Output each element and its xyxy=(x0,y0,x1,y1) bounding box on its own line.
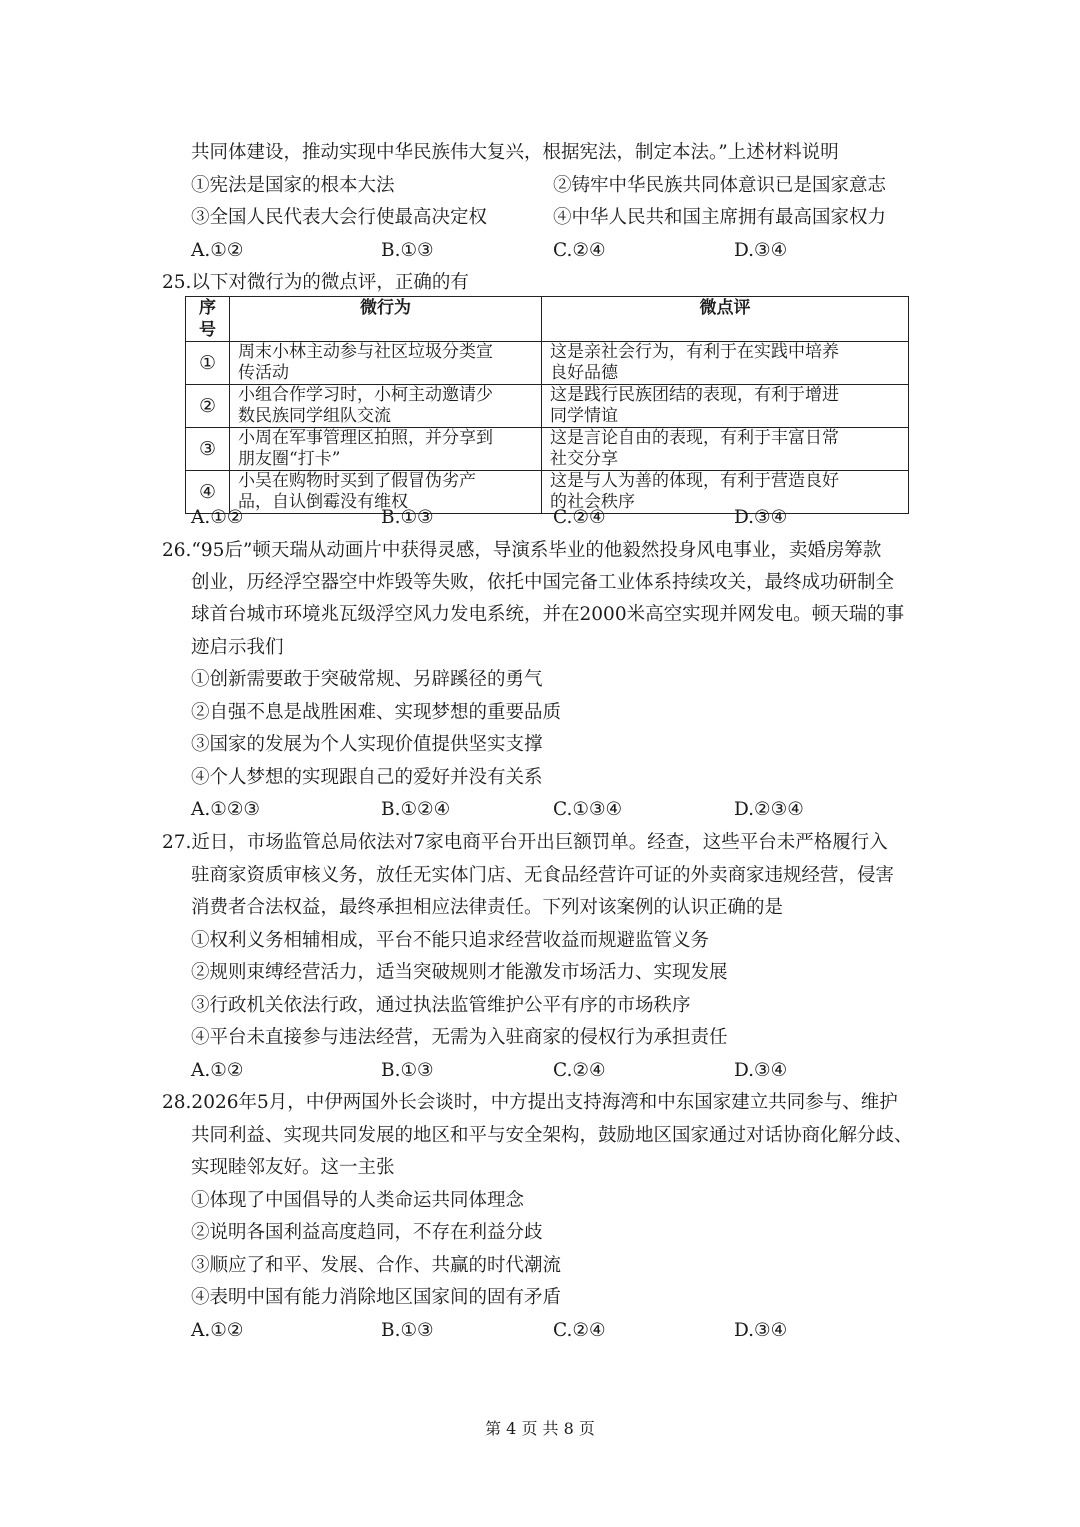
q27-item-2: ②规则束缚经营活力，适当突破规则才能激发市场活力、实现发展 xyxy=(191,962,728,983)
q27-stem-line1: 27.近日，市场监管总局依法对7家电商平台开出巨额罚单。经查，这些平台未严格履行入 xyxy=(162,832,888,853)
q24-items-row-2 xyxy=(191,206,931,230)
q24-items-row-1 xyxy=(191,174,931,198)
q24-item-4: ④中华人民共和国主席拥有最高国家权力 xyxy=(553,207,887,228)
q24-option-d: D.③④ xyxy=(734,240,788,261)
q28-stem-line2: 共同利益、实现共同发展的地区和平与安全架构，鼓励地区国家通过对话协商化解分歧、 xyxy=(191,1125,913,1146)
row-action-line2: 朋友圈“打卡” xyxy=(238,449,341,469)
q28-item-4: ④表明中国有能力消除地区国家间的固有矛盾 xyxy=(191,1287,562,1308)
q25-option-a: A.①② xyxy=(191,507,244,528)
q26-stem-line4: 迹启示我们 xyxy=(191,637,284,658)
q28-item-1: ①体现了中国倡导的人类命运共同体理念 xyxy=(191,1190,525,1211)
q27-option-b: B.①③ xyxy=(381,1060,434,1081)
row-action-line1: 小吴在购物时买到了假冒伪劣产 xyxy=(238,471,476,491)
row-number: ① xyxy=(186,342,230,385)
q28-option-b: B.①③ xyxy=(381,1320,434,1341)
q28-option-c: C.②④ xyxy=(553,1320,606,1341)
table-header-row xyxy=(186,297,909,342)
q27-option-c: C.②④ xyxy=(553,1060,606,1081)
q28-option-a: A.①② xyxy=(191,1320,244,1341)
q28-stem-line1: 28.2026年5月，中伊两国外长会谈时，中方提出支持海湾和中东国家建立共同参与、维护 xyxy=(162,1092,898,1113)
q24-stem-continued: 共同体建设，推动实现中华民族伟大复兴，根据宪法，制定本法。”上述材料说明 xyxy=(191,142,839,163)
q28-option-d: D.③④ xyxy=(734,1320,788,1341)
row-action-line1: 小组合作学习时，小柯主动邀请少 xyxy=(238,385,493,405)
q26-options xyxy=(191,798,931,822)
q25-table xyxy=(185,296,909,514)
row-action-line2: 传活动 xyxy=(238,363,289,383)
q25-options xyxy=(191,506,931,530)
q27-stem-line2: 驻商家资质审核义务，放任无实体门店、无食品经营许可证的外卖商家违规经营，侵害 xyxy=(191,865,895,886)
row-review-line2: 同学情谊 xyxy=(550,406,618,426)
q26-option-d: D.②③④ xyxy=(734,799,804,820)
q25-option-b: B.①③ xyxy=(381,507,434,528)
row-review-line2: 良好品德 xyxy=(550,363,618,383)
q24-option-c: C.②④ xyxy=(553,240,606,261)
q27-option-d: D.③④ xyxy=(734,1060,788,1081)
row-review-line1: 这是亲社会行为，有利于在实践中培养 xyxy=(550,342,839,362)
q27-stem-line3: 消费者合法权益，最终承担相应法律责任。下列对该案例的认识正确的是 xyxy=(191,897,784,918)
q25-option-d: D.③④ xyxy=(734,507,788,528)
q26-stem-line3: 球首台城市环境兆瓦级浮空风力发电系统，并在2000米高空实现并网发电。顿天瑞的事 xyxy=(191,604,905,625)
q28-item-2: ②说明各国利益高度趋同，不存在利益分歧 xyxy=(191,1222,543,1243)
q26-stem-line1: 26.“95后”顿天瑞从动画片中获得灵感，导演系毕业的他毅然投身风电事业，卖婚房筹款 xyxy=(162,540,882,561)
q27-item-3: ③行政机关依法行政，通过执法监管维护公平有序的市场秩序 xyxy=(191,995,691,1016)
q24-item-2: ②铸牢中华民族共同体意识已是国家意志 xyxy=(553,175,887,196)
q28-options xyxy=(191,1319,931,1343)
q26-option-c: C.①③④ xyxy=(553,799,623,820)
row-number: ② xyxy=(186,385,230,428)
table-row xyxy=(186,428,909,471)
table-row xyxy=(186,385,909,428)
q26-item-1: ①创新需要敢于突破常规、另辟蹊径的勇气 xyxy=(191,669,543,690)
q24-item-3: ③全国人民代表大会行使最高决定权 xyxy=(191,207,488,228)
q28-stem-line3: 实现睦邻友好。这一主张 xyxy=(191,1157,395,1178)
q27-option-a: A.①② xyxy=(191,1060,244,1081)
q26-option-b: B.①②④ xyxy=(381,799,451,820)
row-review-line1: 这是践行民族团结的表现，有利于增进 xyxy=(550,385,839,405)
row-action-line1: 周末小林主动参与社区垃圾分类宣 xyxy=(238,342,493,362)
q27-options xyxy=(191,1059,931,1083)
row-review xyxy=(542,428,909,471)
header-number: 序号 xyxy=(186,297,230,342)
row-review-line2: 社交分享 xyxy=(550,449,618,469)
row-action-line1: 小周在军事管理区拍照，并分享到 xyxy=(238,428,493,448)
q28-item-3: ③顺应了和平、发展、合作、共赢的时代潮流 xyxy=(191,1255,562,1276)
q24-options xyxy=(191,239,931,263)
q26-stem-line2: 创业，历经浮空器空中炸毁等失败，依托中国完备工业体系持续攻关，最终成功研制全 xyxy=(191,572,895,593)
row-number: ④ xyxy=(186,471,230,514)
q26-item-2: ②自强不息是战胜困难、实现梦想的重要品质 xyxy=(191,702,562,723)
row-action-line2: 品，自认倒霉没有维权 xyxy=(238,492,408,512)
q24-option-a: A.①② xyxy=(191,240,244,261)
q24-option-b: B.①③ xyxy=(381,240,434,261)
header-review: 微点评 xyxy=(542,297,909,342)
q26-item-4: ④个人梦想的实现跟自己的爱好并没有关系 xyxy=(191,767,543,788)
row-action-line2: 数民族同学组队交流 xyxy=(238,406,391,426)
row-review-line1: 这是言论自由的表现，有利于丰富日常 xyxy=(550,428,839,448)
row-action xyxy=(230,385,542,428)
q26-option-a: A.①②③ xyxy=(191,799,260,820)
q24-item-1: ①宪法是国家的根本大法 xyxy=(191,175,395,196)
row-review xyxy=(542,342,909,385)
q27-item-4: ④平台未直接参与违法经营，无需为入驻商家的侵权行为承担责任 xyxy=(191,1027,728,1048)
row-review-line2: 的社会秩序 xyxy=(550,492,635,512)
row-number: ③ xyxy=(186,428,230,471)
q25-option-c: C.②④ xyxy=(553,507,606,528)
row-review-line1: 这是与人为善的体现，有利于营造良好 xyxy=(550,471,839,491)
q27-item-1: ①权利义务相辅相成，平台不能只追求经营收益而规避监管义务 xyxy=(191,930,710,951)
row-review xyxy=(542,385,909,428)
row-action xyxy=(230,342,542,385)
q26-item-3: ③国家的发展为个人实现价值提供坚实支撑 xyxy=(191,734,543,755)
table-row xyxy=(186,342,909,385)
header-action: 微行为 xyxy=(230,297,542,342)
row-action xyxy=(230,428,542,471)
page-number-footer: 第 4 页 共 8 页 xyxy=(485,1419,595,1438)
q25-stem: 25.以下对微行为的微点评，正确的有 xyxy=(162,272,469,293)
